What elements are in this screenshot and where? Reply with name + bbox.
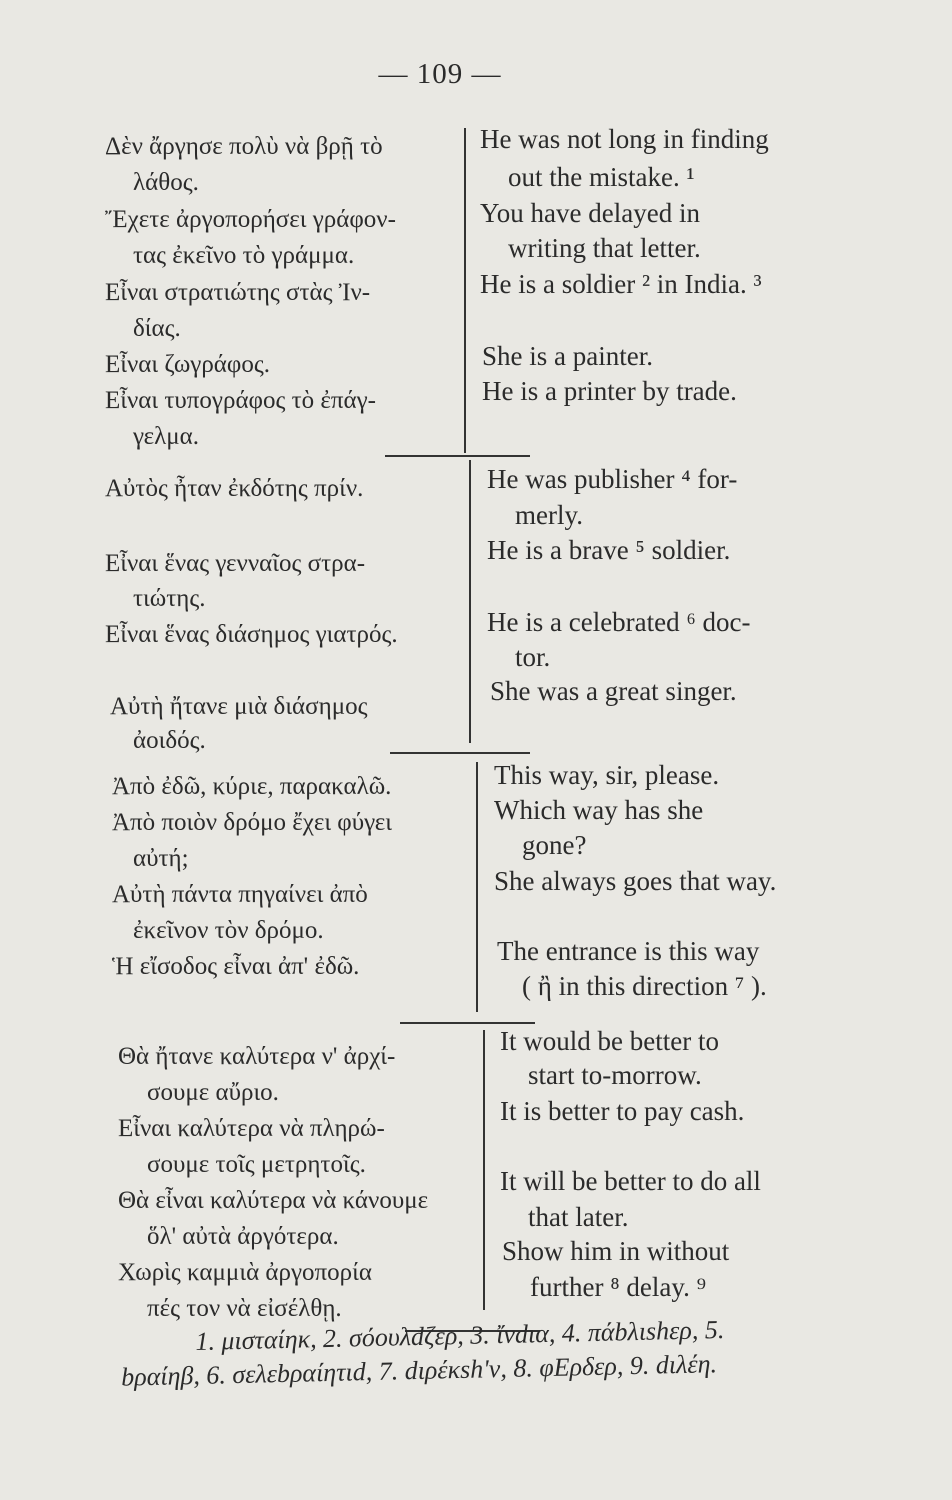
greek-line: σουμε αὔριο. — [147, 1079, 279, 1106]
greek-line: σουμε τοῖς μετρητοῖς. — [147, 1151, 366, 1178]
english-line: gone? — [522, 830, 587, 860]
english-line: He is a soldier ² in India. ³ — [480, 269, 762, 299]
greek-line: Εἶναι στρατιώτης στὰς Ἰν- — [105, 279, 371, 306]
english-line: He is a printer by trade. — [482, 376, 737, 406]
greek-line: Αὐτὴ ἤτανε μιὰ διάσημος — [110, 693, 368, 720]
english-line: He is a brave ⁵ soldier. — [487, 535, 731, 565]
greek-line: Εἶναι τυπογράφος τὸ ἐπάγ- — [105, 387, 377, 414]
greek-line: Εἶναι καλύτερα νὰ πληρώ- — [118, 1115, 385, 1142]
greek-line: Ἀπὸ ποιὸν δρόμο ἔχει φύγει — [112, 809, 392, 836]
greek-line: γελμα. — [133, 423, 199, 450]
english-line: ( ἢ in this direction ⁷ ). — [522, 971, 767, 1001]
english-line: The entrance is this way — [497, 936, 760, 966]
english-line: It will be better to do all — [500, 1166, 761, 1196]
greek-line: ἀοιδός. — [133, 727, 206, 754]
english-line: She was a great singer. — [490, 676, 737, 706]
column-divider — [469, 460, 471, 743]
greek-line: Θὰ εἶναι καλύτερα νὰ κάνουμε — [118, 1187, 429, 1214]
greek-line: Αὐτὸς ἦταν ἐκδότης πρίν. — [105, 475, 364, 502]
english-line: He is a celebrated ⁶ doc- — [487, 607, 751, 637]
greek-line: αὐτή; — [133, 845, 189, 872]
greek-line: ὅλ' αὐτὰ ἀργότερα. — [147, 1223, 339, 1250]
greek-line: πές τον νὰ εἰσέλθῃ. — [147, 1295, 342, 1322]
english-line: It is better to pay cash. — [500, 1096, 745, 1126]
english-line: She is a painter. — [482, 341, 653, 371]
column-divider — [476, 762, 478, 1012]
greek-line: τιώτης. — [133, 585, 206, 612]
footnote-line: 1. μισταίηκ, 2. σόουλdζερ, 3. ἴνdια, 4. πάbλιshερ, 5. — [195, 1314, 725, 1356]
english-line: merly. — [515, 500, 583, 530]
greek-line: ἐκεῖνον τὸν δρόμο. — [133, 917, 324, 944]
section-divider — [390, 752, 530, 754]
greek-line: Χωρὶς καμμιὰ ἀργοπορία — [118, 1259, 372, 1286]
footnotes — [120, 1310, 836, 1393]
english-line: He was not long in finding — [480, 124, 769, 154]
english-line: This way, sir, please. — [494, 760, 720, 790]
english-line: that later. — [528, 1202, 629, 1232]
english-line: start to-morrow. — [528, 1060, 702, 1090]
greek-line: Εἶναι ἕνας γενναῖος στρα- — [105, 550, 366, 577]
greek-line: Ἡ εἴσοδος εἶναι ἀπ' ἐδῶ. — [112, 953, 360, 980]
english-line: Show him in without — [502, 1236, 730, 1266]
page-number: — 109 — — [378, 58, 502, 90]
english-line: further ⁸ delay. ⁹ — [530, 1272, 707, 1302]
english-line: out the mistake. ¹ — [508, 162, 695, 192]
english-line: Which way has she — [494, 795, 704, 825]
greek-line: Ἀπὸ ἐδῶ, κύριε, παρακαλῶ. — [112, 773, 392, 800]
greek-line: δίας. — [133, 315, 181, 342]
english-line: writing that letter. — [508, 233, 701, 263]
english-line: She always goes that way. — [494, 866, 777, 896]
column-divider — [483, 1030, 485, 1310]
english-line: tor. — [515, 642, 551, 672]
greek-line: Αὐτὴ πάντα πηγαίνει ἀπὸ — [112, 881, 368, 908]
greek-line: τας ἐκεῖνο τὸ γράμμα. — [133, 242, 355, 269]
section-divider — [385, 455, 530, 457]
english-line: He was publisher ⁴ for- — [487, 464, 738, 494]
greek-line: Θὰ ἤτανε καλύτερα ν' ἀρχί- — [118, 1043, 396, 1070]
column-divider — [464, 128, 466, 453]
greek-line: Εἶναι ἕνας διάσημος γιατρός. — [105, 621, 398, 648]
english-line: You have delayed in — [480, 198, 700, 228]
english-line: It would be better to — [500, 1026, 719, 1056]
footnote-line: bραίηβ, 6. σελεbραίητιd, 7. dιρέκsh'ν, 8. φΕρδερ, 9. dιλέη. — [120, 1349, 718, 1392]
greek-line: Δὲν ἄργησε πολὺ νὰ βρῇ τὸ — [105, 133, 383, 160]
greek-line: Ἔχετε ἀργοπορήσει γράφον- — [105, 206, 396, 233]
greek-line: λάθος. — [133, 169, 199, 196]
greek-line: Εἶναι ζωγράφος. — [105, 351, 270, 378]
